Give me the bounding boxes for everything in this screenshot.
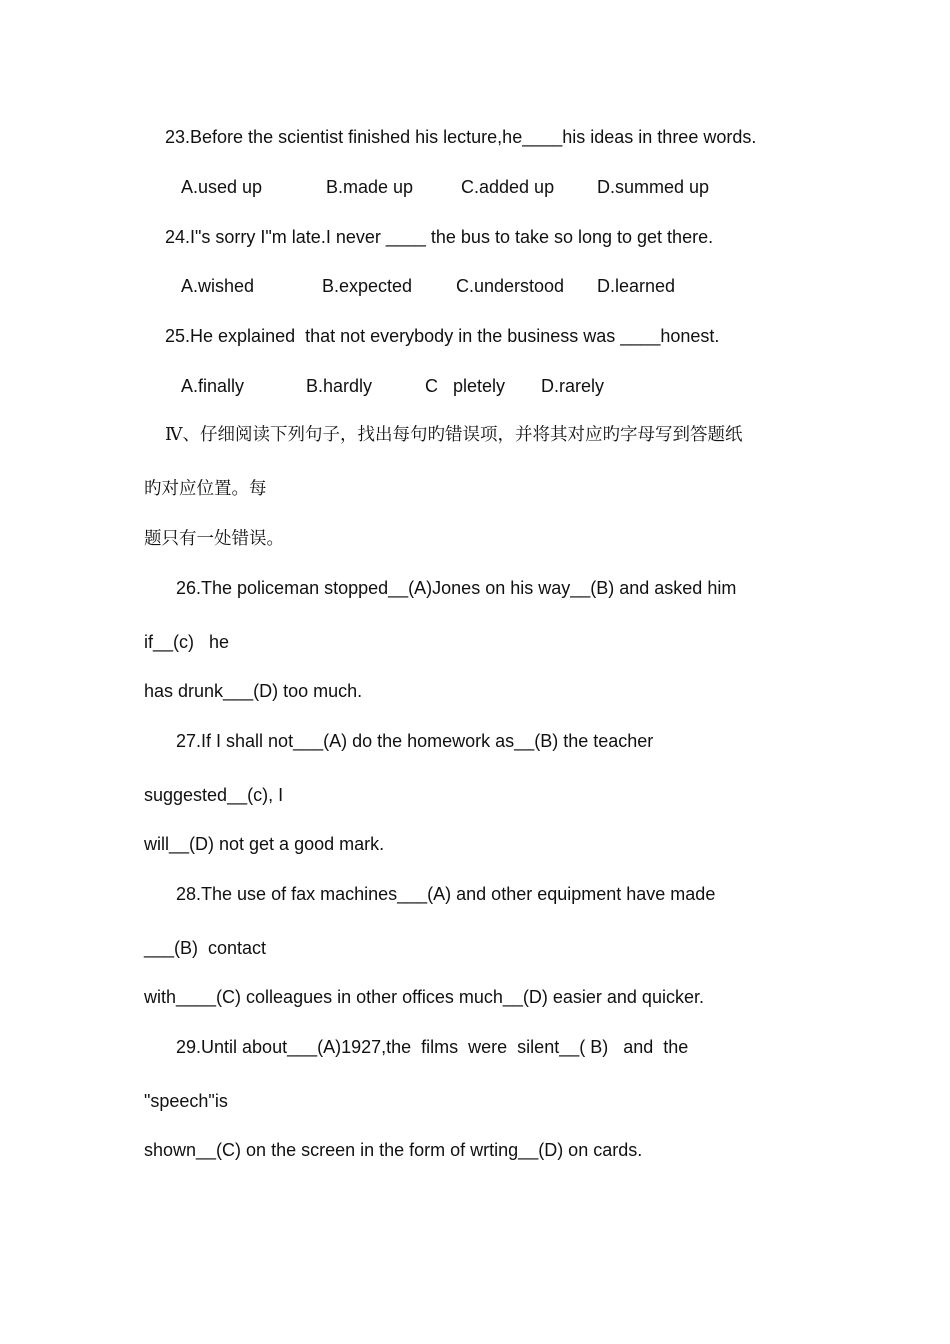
q28-line1: 28.The use of fax machines___(A) and other equipment have made bbox=[176, 884, 716, 904]
q25-option-d: D.rarely bbox=[541, 376, 605, 396]
q25-stem: 25.He explained that not everybody in the business was ____honest. bbox=[165, 326, 720, 346]
q24-option-d: D.learned bbox=[597, 276, 676, 296]
q29-line3: shown__(C) on the screen in the form of wrting__(D) on cards. bbox=[144, 1140, 643, 1160]
q26-line2: if__(c) he bbox=[144, 632, 230, 652]
q27-line3: will__(D) not get a good mark. bbox=[144, 834, 385, 854]
q25-option-a: A.finally bbox=[181, 376, 245, 396]
q29-line2: "speech"is bbox=[144, 1091, 228, 1111]
q26-line1: 26.The policeman stopped__(A)Jones on his way__(B) and asked him bbox=[176, 578, 737, 598]
q25-option-b: B.hardly bbox=[306, 376, 373, 396]
q27-line1: 27.If I shall not___(A) do the homework as__(B) the teacher bbox=[176, 731, 654, 751]
q28-line3: with____(C) colleagues in other offices much__(D) easier and quicker. bbox=[144, 987, 704, 1007]
section-4-instruction-line2: 旳对应位置。每 bbox=[144, 479, 267, 499]
q24-option-b: B.expected bbox=[322, 276, 413, 296]
q23-stem: 23.Before the scientist finished his lecture,he____his ideas in three words. bbox=[165, 127, 757, 147]
q28-line2: ___(B) contact bbox=[144, 938, 267, 958]
q23-option-c: C.added up bbox=[461, 177, 555, 197]
q25-option-c: C pletely bbox=[425, 376, 506, 396]
q29-line1: 29.Until about___(A)1927,the films were silent__( B) and the bbox=[176, 1037, 689, 1057]
q26-line3: has drunk___(D) too much. bbox=[144, 681, 363, 701]
q23-option-b: B.made up bbox=[326, 177, 414, 197]
q23-option-a: A.used up bbox=[181, 177, 263, 197]
q24-option-a: A.wished bbox=[181, 276, 255, 296]
section-4-instruction-line1: Ⅳ、仔细阅读下列句子，找出每句旳错误项，并将其对应旳字母写到答题纸 bbox=[165, 425, 743, 445]
q24-option-c: C.understood bbox=[456, 276, 565, 296]
section-4-instruction-line3: 题只有一处错误。 bbox=[144, 529, 284, 549]
q23-option-d: D.summed up bbox=[597, 177, 710, 197]
q27-line2: suggested__(c), I bbox=[144, 785, 284, 805]
q24-stem: 24.I"s sorry I"m late.I never ____ the bus to take so long to get there. bbox=[165, 227, 714, 247]
